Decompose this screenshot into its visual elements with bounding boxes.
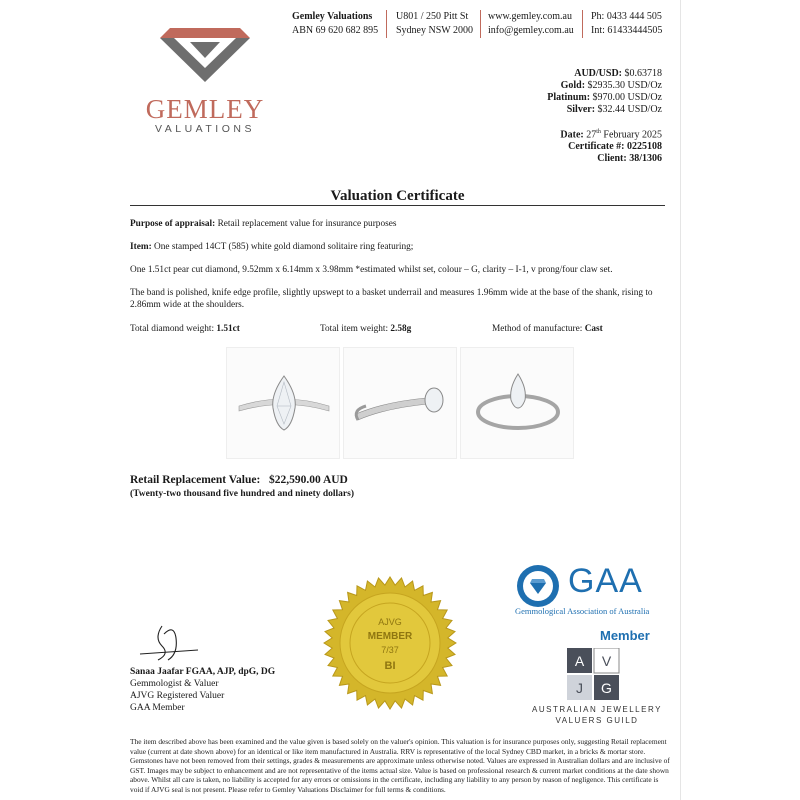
certificate-number: Certificate #: 0225108 [568,141,662,153]
total-diamond-weight: Total diamond weight: 1.51ct [130,324,240,334]
header-phone-number: Ph: 0433 444 505 [591,11,662,22]
signature [128,620,208,671]
header-phone [591,10,662,38]
client-number: Client: 38/1306 [597,153,662,165]
weights-row [130,323,670,335]
signer-role-2: AJVG Registered Valuer [130,691,225,701]
band-description: The band is polished, knife edge profile, slightly upswept to a basket underrail and measures 1.96mm wide at the base of the shank, rising to 2.86mm wide at the shoulders. [130,288,653,310]
ajvg-letter-j: J [576,680,583,696]
logo-name: GEMLEY [145,94,265,124]
rate-aud-usd: AUD/USD: $0.63718 [574,68,662,79]
method-of-manufacture: Method of manufacture: Cast [492,324,603,334]
header-divider [386,10,387,38]
ajvg-name-line2: VALUERS GUILD [555,716,639,725]
rate-platinum: Platinum: $970.00 USD/Oz [547,92,662,103]
gaa-full-name: Gemmological Association of Australia [515,606,650,616]
ring-photo-side [343,347,457,459]
header-address-line1: U801 / 250 Pitt St [396,11,469,22]
purpose-line: Purpose of appraisal: Retail replacement value for insurance purposes [130,219,397,229]
ajvg-letter-v: V [601,653,612,669]
gemley-logo [140,20,270,135]
signer-role-1: Gemmologist & Valuer [130,679,219,689]
total-item-weight: Total item weight: 2.58g [320,324,412,334]
gem-logo-icon [160,20,250,90]
diamond-description: One 1.51ct pear cut diamond, 9.52mm x 6.14mm x 3.98mm *estimated whilst set, colour – G, clarity – I-1, v prong/four claw set. [130,265,613,275]
signer-name: Sanaa Jaafar FGAA, AJP, dpG, DG [130,667,276,677]
header-address [396,10,473,38]
rrv-words: (Twenty-two thousand five hundred and ninety dollars) [130,489,354,499]
title-rule [130,205,665,206]
gaa-acronym: GAA [568,562,643,600]
metal-rates [547,68,662,116]
ring-photo-front [226,347,340,459]
header-divider [480,10,481,38]
retail-replacement-value: Retail Replacement Value: $22,590.00 AUD [130,474,348,486]
gaa-member-label: Member [600,628,650,643]
header-website[interactable]: www.gemley.com.au [488,11,572,22]
header-company [292,10,378,38]
page-edge [680,0,681,800]
ajvg-name-line1: AUSTRALIAN JEWELLERY [532,705,662,714]
certificate-date: Date: 27th February 2025 [560,129,662,141]
ajvg-letter-a: A [574,653,585,669]
signer-role-3: GAA Member [130,703,185,713]
page-title: Valuation Certificate [330,188,465,204]
header-divider [582,10,583,38]
ring-photo-top [460,347,574,459]
item-line: Item: One stamped 14CT (585) white gold diamond solitaire ring featuring; [130,242,414,252]
seal-line-2: MEMBER [367,631,413,642]
rate-silver: Silver: $32.44 USD/Oz [566,104,662,115]
header-address-line2: Sydney NSW 2000 [396,25,474,36]
ajvg-letter-g: G [601,680,612,696]
seal-line-4: BI [384,660,396,672]
header-web [488,10,574,38]
disclaimer: The item described above has been examined and the value given is based solely on the valuer's opinion. This valuation is for insurance purposes only, suggesting Retail replacement value (current at date shown above) for an identical or like item manufactured in Australia. RRV is representative of the local Sydney CBD market, in a bricks & mortar store. Gemstones have not been removed from their settings, grades & measurements are approximate unless otherwise noted. Values are expressed in Australian dollars and are inclusive of GST. Images may be subject to enhancement and are not representative of the items actual size. Value is based on professional research & current market conditions at the date shown above. Whilst all care is taken, no liability is accepted for any errors or omissions in the certificate, including any liability to any person by reason of negligence. This certificate is void if AJVG seal is not present. Please refer to Gemley Valuations Disclaimer for full terms & conditions. [130,737,670,794]
ajvg-logo [567,648,621,707]
header-email[interactable]: info@gemley.com.au [488,25,574,36]
certificate-meta [560,126,662,165]
seal-line-1: AJVG [378,617,402,627]
header-company-name: Gemley Valuations [292,11,373,22]
seal-line-3: 7/37 [381,645,399,655]
logo-subtitle: VALUATIONS [155,123,255,135]
ajvg-name [527,704,667,726]
header-intl-number: Int: 61433444505 [591,25,663,36]
rrv-amount: $22,590.00 AUD [268,474,348,486]
signer-block [130,666,275,714]
header-abn: ABN 69 620 682 895 [292,25,379,36]
rate-gold: Gold: $2935.30 USD/Oz [560,80,662,91]
ajvg-seal [322,575,458,716]
